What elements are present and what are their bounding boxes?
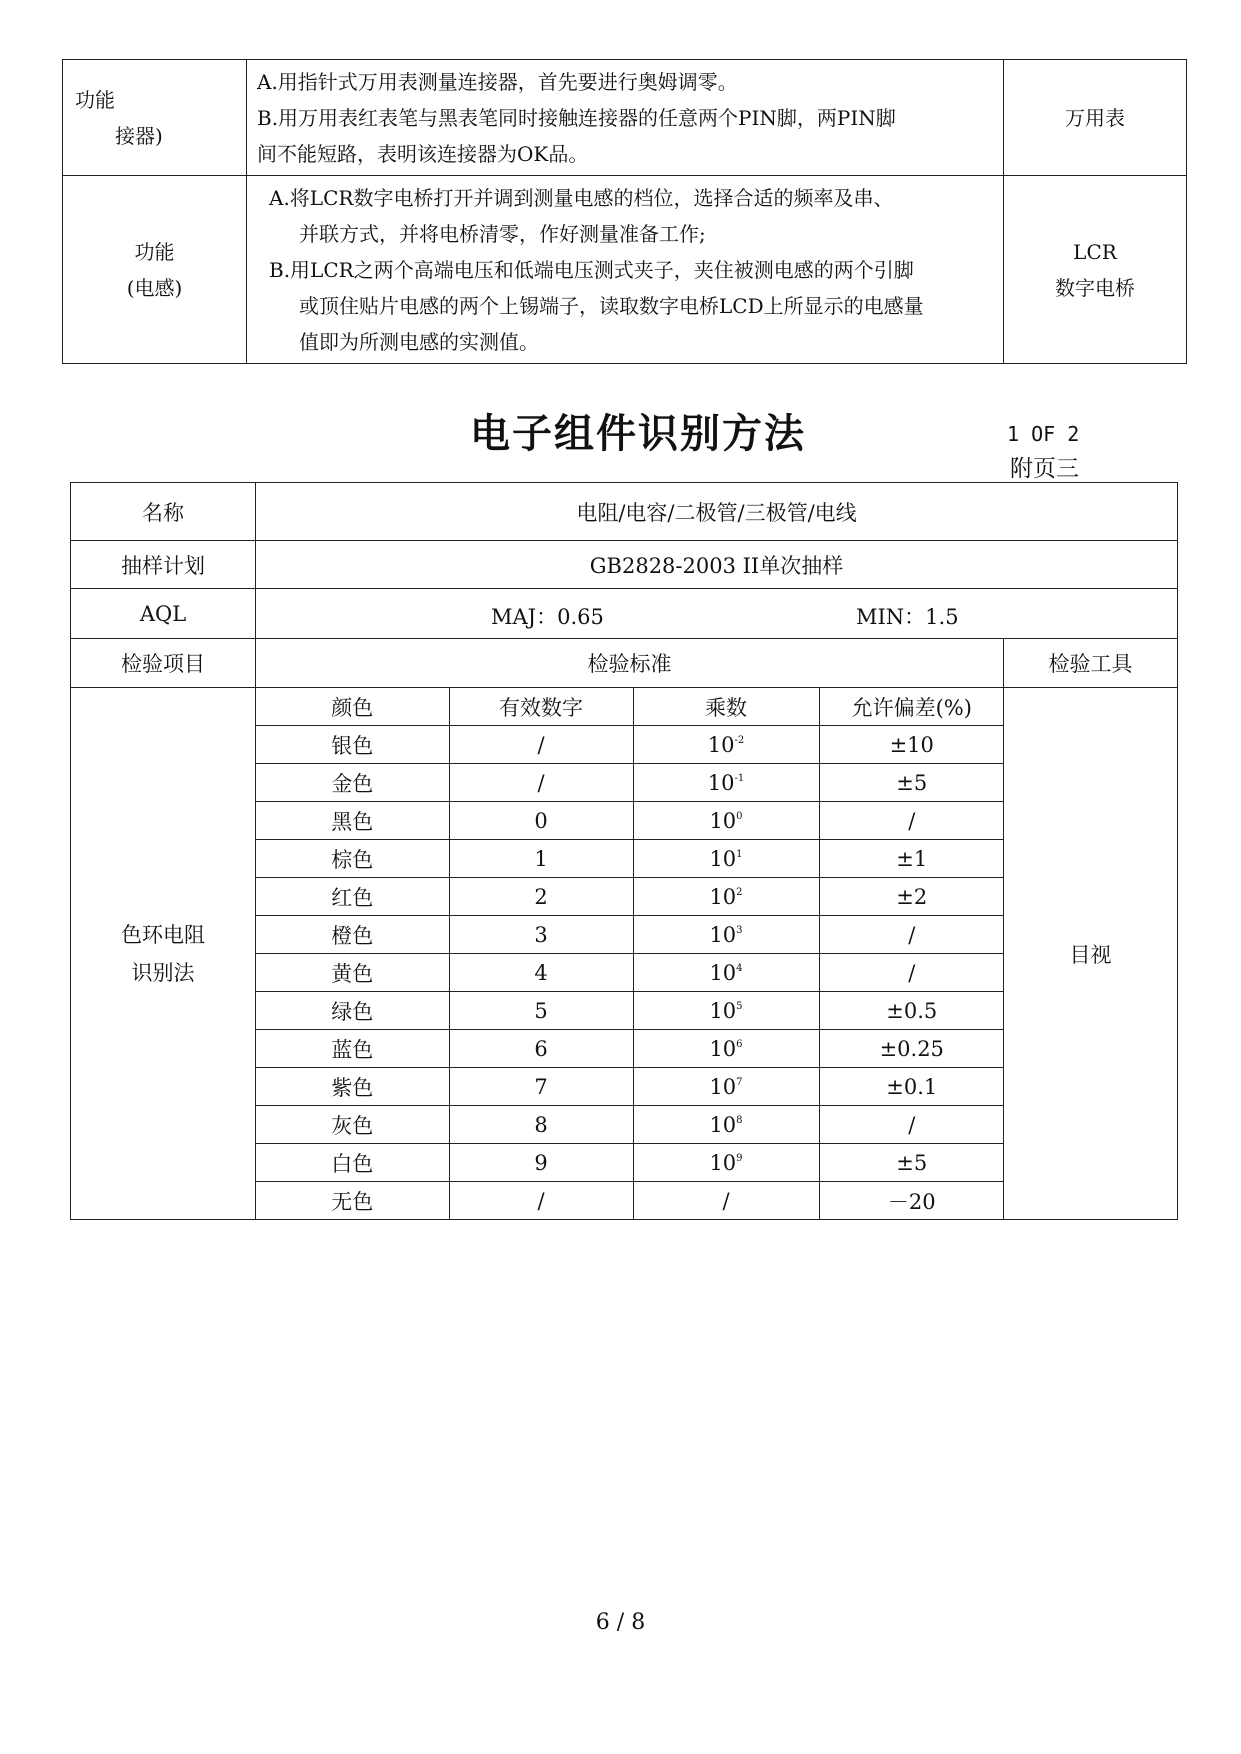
multiplier-exponent: 7 [736, 1076, 743, 1088]
significant-digit: 7 [449, 1068, 633, 1106]
color-row [256, 1144, 1004, 1182]
color-code-cell [256, 688, 1004, 1220]
method-cell [71, 688, 256, 1220]
multiplier-exponent: 4 [736, 962, 743, 974]
color-row [256, 1182, 1004, 1220]
component-identification-table [70, 482, 1178, 1220]
color-code-row [71, 688, 1178, 1220]
tool-line: 数字电桥 [1055, 275, 1135, 300]
color-name: 绿色 [256, 992, 449, 1030]
tolerance: ±10 [819, 726, 1004, 764]
standard-header: 检验标准 [256, 639, 1004, 688]
multiplier-exponent: 1 [736, 848, 743, 860]
color-row [256, 954, 1004, 992]
color-name: 金色 [256, 764, 449, 802]
color-row [256, 916, 1004, 954]
method-line: B.用LCR之两个高端电压和低端电压测式夹子，夹住被测电感的两个引脚 [269, 257, 914, 282]
tolerance: ±0.1 [819, 1068, 1004, 1106]
multiplier-base: 10 [707, 732, 735, 757]
method-line: 识别法 [131, 960, 195, 985]
multiplier [633, 1182, 819, 1220]
method-line: A.将LCR数字电桥打开并调到测量电感的档位，选择合适的频率及串、 [269, 185, 894, 210]
multiplier [633, 992, 819, 1030]
multiplier-exponent: -2 [734, 734, 745, 746]
plan-value: GB2828-2003 II单次抽样 [256, 541, 1178, 589]
appendix-label: 附页三 [1010, 456, 1079, 482]
aql-values [256, 589, 1178, 639]
color-name: 紫色 [256, 1068, 449, 1106]
header-digit: 有效数字 [449, 688, 633, 726]
item-header: 检验项目 [71, 639, 256, 688]
multiplier-base: 10 [709, 960, 737, 985]
multiplier-exponent: 9 [736, 1152, 743, 1164]
tolerance: －20 [887, 1189, 936, 1214]
multiplier [633, 916, 819, 954]
significant-digit: / [449, 764, 633, 802]
significant-digit: 2 [449, 878, 633, 916]
multiplier [633, 1106, 819, 1144]
color-name: 灰色 [256, 1106, 449, 1144]
item-line: 功能 [134, 239, 175, 264]
color-row [256, 802, 1004, 840]
multiplier-base: / [722, 1188, 730, 1213]
color-row [256, 840, 1004, 878]
tolerance: / [819, 802, 1004, 840]
item-cell [63, 176, 247, 364]
significant-digit: 9 [449, 1144, 633, 1182]
tolerance: ±5 [819, 764, 1004, 802]
header-tolerance: 允许偏差(%) [819, 688, 1004, 726]
color-name: 银色 [256, 726, 449, 764]
multiplier [633, 1144, 819, 1182]
color-row [256, 764, 1004, 802]
method-line: A.用指针式万用表测量连接器，首先要进行奥姆调零。 [257, 69, 738, 94]
aql-min: MIN：1.5 [856, 604, 959, 629]
section-title: 电子组件识别方法 [470, 411, 806, 457]
color-row [256, 1030, 1004, 1068]
multiplier-base: 10 [709, 1150, 737, 1175]
tolerance: ±2 [819, 878, 1004, 916]
header-color: 颜色 [256, 688, 449, 726]
significant-digit: 4 [449, 954, 633, 992]
multiplier-base: 10 [709, 884, 737, 909]
multiplier-exponent: 8 [736, 1114, 743, 1126]
color-name: 棕色 [256, 840, 449, 878]
color-name: 橙色 [256, 916, 449, 954]
color-name: 无色 [256, 1182, 449, 1220]
multiplier [633, 726, 819, 764]
aql-row [71, 589, 1178, 639]
significant-digit: 6 [449, 1030, 633, 1068]
page-number: 6 / 8 [595, 1610, 646, 1635]
color-row [256, 878, 1004, 916]
multiplier-base: 10 [707, 770, 735, 795]
color-row [256, 1106, 1004, 1144]
multiplier [633, 802, 819, 840]
significant-digit: 8 [449, 1106, 633, 1144]
multiplier [633, 954, 819, 992]
significant-digit: 1 [449, 840, 633, 878]
name-value: 电阻/电容/二极管/三极管/电线 [256, 483, 1178, 541]
multiplier-base: 10 [709, 1036, 737, 1061]
sampling-plan-row [71, 541, 1178, 589]
multiplier-exponent: 5 [736, 1000, 743, 1012]
tool-value: 目视 [1004, 688, 1178, 1220]
color-code-table [256, 688, 1004, 1219]
tool-cell [1004, 176, 1187, 364]
multiplier [633, 1030, 819, 1068]
color-row [256, 726, 1004, 764]
color-name: 红色 [256, 878, 449, 916]
method-cell [247, 60, 1004, 176]
multiplier-exponent: 2 [736, 886, 743, 898]
method-line: 或顶住贴片电感的两个上锡端子，读取数字电桥LCD上所显示的电感量 [299, 293, 924, 318]
significant-digit: / [449, 726, 633, 764]
color-name: 黄色 [256, 954, 449, 992]
multiplier-base: 10 [709, 1112, 737, 1137]
header-row [71, 639, 1178, 688]
aql-label: AQL [71, 589, 256, 639]
significant-digit: 3 [449, 916, 633, 954]
multiplier-base: 10 [709, 846, 737, 871]
multiplier-base: 10 [709, 1074, 737, 1099]
tolerance: / [819, 1106, 1004, 1144]
inspection-method-table [62, 59, 1187, 364]
multiplier-base: 10 [709, 808, 737, 833]
item-line: (电感) [126, 275, 183, 300]
multiplier [633, 840, 819, 878]
multiplier-exponent: 0 [736, 810, 743, 822]
method-cell [247, 176, 1004, 364]
method-line: 色环电阻 [121, 922, 205, 947]
tool-line: LCR [1073, 239, 1117, 264]
significant-digit: / [449, 1182, 633, 1220]
method-line: B.用万用表红表笔与黑表笔同时接触连接器的任意两个PIN脚，两PIN脚 [257, 105, 896, 130]
multiplier [633, 878, 819, 916]
name-row [71, 483, 1178, 541]
multiplier-base: 10 [709, 922, 737, 947]
significant-digit: 0 [449, 802, 633, 840]
color-table-header [256, 688, 1004, 726]
color-row [256, 1068, 1004, 1106]
connector-row [63, 60, 1187, 176]
color-name: 白色 [256, 1144, 449, 1182]
tolerance: ±0.5 [819, 992, 1004, 1030]
multiplier-exponent: 3 [736, 924, 743, 936]
tolerance: ±1 [819, 840, 1004, 878]
significant-digit: 5 [449, 992, 633, 1030]
multiplier-exponent: 6 [736, 1038, 743, 1050]
name-label: 名称 [71, 483, 256, 541]
page-of-label: 1 OF 2 [1007, 422, 1080, 446]
item-cell [63, 60, 247, 176]
tolerance: / [819, 916, 1004, 954]
method-line: 并联方式，并将电桥清零，作好测量准备工作; [299, 221, 706, 246]
tool-line: 万用表 [1065, 105, 1125, 130]
multiplier-base: 10 [709, 998, 737, 1023]
inductor-row [63, 176, 1187, 364]
color-name: 黑色 [256, 802, 449, 840]
method-line: 间不能短路，表明该连接器为OK品。 [257, 141, 589, 166]
tool-cell [1004, 60, 1187, 176]
item-line: 功能 [75, 87, 115, 112]
aql-maj: MAJ：0.65 [491, 604, 604, 629]
plan-label: 抽样计划 [71, 541, 256, 589]
item-line: 接器) [115, 123, 163, 148]
tolerance: ±5 [819, 1144, 1004, 1182]
tolerance: / [819, 954, 1004, 992]
header-multiplier: 乘数 [633, 688, 819, 726]
multiplier [633, 764, 819, 802]
tool-header: 检验工具 [1004, 639, 1178, 688]
multiplier [633, 1068, 819, 1106]
multiplier-exponent: -1 [734, 772, 745, 784]
color-name: 蓝色 [256, 1030, 449, 1068]
tolerance: ±0.25 [819, 1030, 1004, 1068]
method-line: 值即为所测电感的实测值。 [299, 329, 539, 354]
color-row [256, 992, 1004, 1030]
